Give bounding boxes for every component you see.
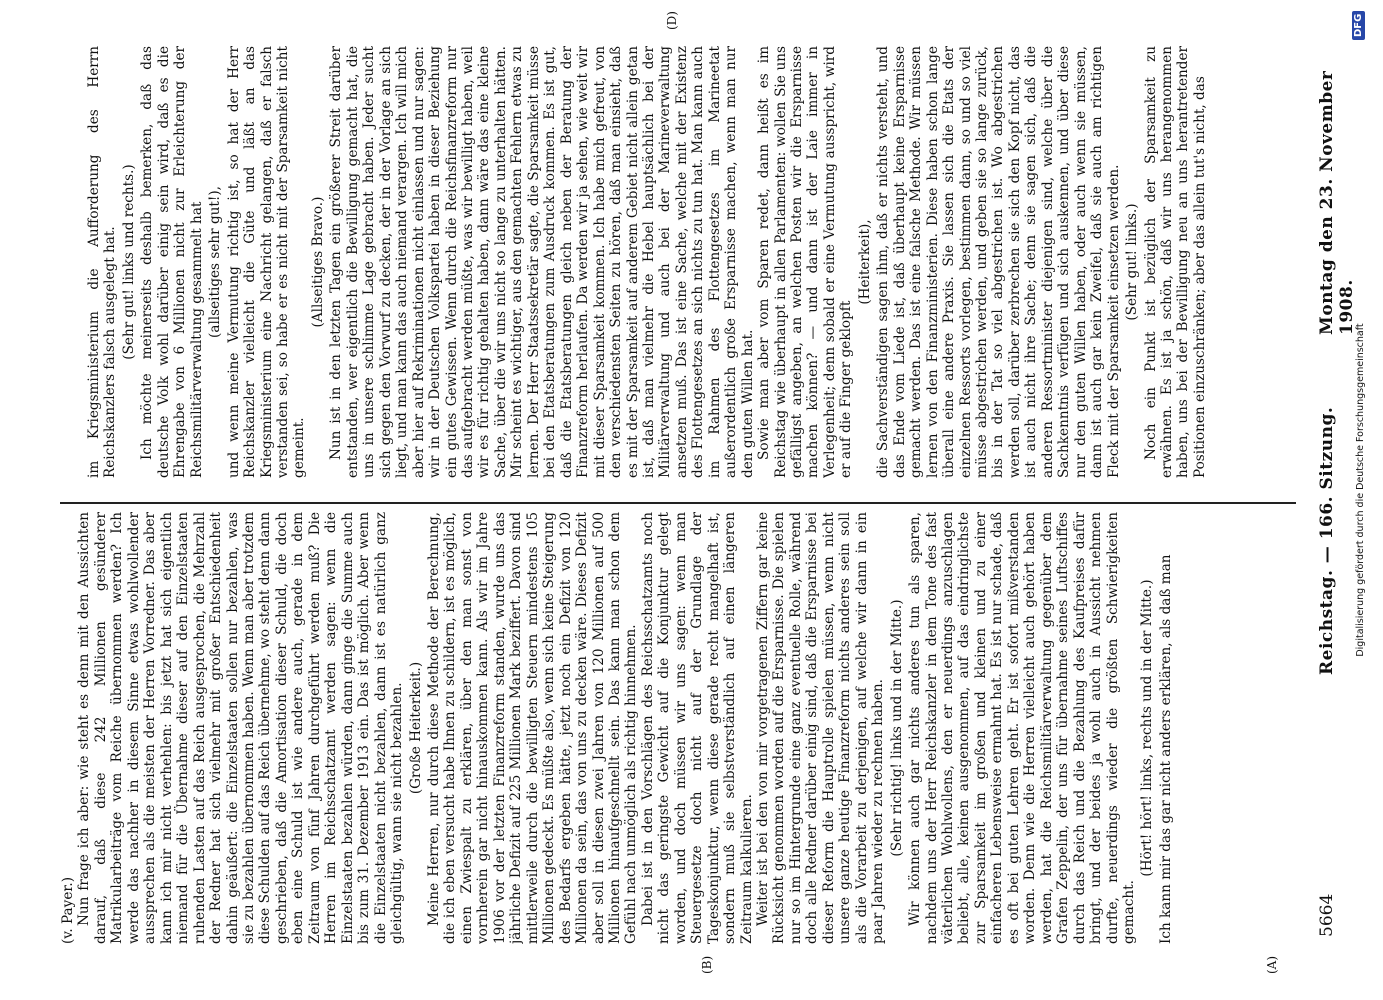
page-header: [1313, 15, 1357, 975]
paragraph: und wenn meine Vermutung richtig ist, so hat der Herr Reichskanzler vielleicht die Güte und läßt an das Kriegsministerium eine Nachricht gelangen, daß er falsch verstanden sei, so habe er es nicht mit der Sparsamkeit nicht gemeint.: [225, 46, 308, 478]
paragraph: im Kriegsministerium die Aufforderung des Herrn Reichskanzlers falsch ausgelegt hat.: [86, 46, 119, 478]
dfg-logo: DFG: [1352, 11, 1365, 40]
reaction: (Sehr gut! links.): [1124, 203, 1141, 321]
digitization-credit: Digitalisierung gefördert durch die Deutsche Forschungsgemeinschaft: [1355, 323, 1366, 657]
session-title: Reichstag. — 166. Sitzung.: [1317, 406, 1337, 675]
reaction: (Sehr richtig! links und in der Mitte.): [888, 599, 905, 857]
paragraph: Dabei ist in den Vorschlägen des Reichsschatzamts noch nicht das geringste Gewicht auf die Konjunktur gelegt worden, und doch müssen wir uns sagen: wenn man Steuergesetze doch nicht auf der Grundlage der Tageskonjunktur, wenn diese gerade recht mangelhaft ist, sondern muß sie selbstverständlich auf einen längeren Zeitraum kalkulieren.: [639, 512, 755, 944]
margin-marker-a: (A): [1265, 955, 1279, 974]
reaction: (Hört! hört! links, rechts und in der Mitte.): [1139, 579, 1156, 877]
reaction: (Große Heiterkeit.): [407, 661, 424, 795]
session-date: Montag den 23. November 1908.: [1317, 70, 1357, 335]
reaction: (Allseitiges Bravo.): [309, 196, 326, 328]
reaction: (allseitiges sehr gut!),: [207, 186, 224, 338]
paragraph: Meine Herren, nur durch diese Methode der Berechnung, die ich eben versucht habe Ihnen zu schildern, ist es möglich, einen Zwiespalt zu erklären, über den man sonst von vornherein gar nicht hinauskommen kann. Als wir im Jahre 1906 vor der letzten Finanzreform standen, wurde uns das jährliche Defizit auf 225 Millionen Mark beziffert. Davon sind mittlerweile durch die bewilligten Steuern mindestens 105 Millionen gedeckt. Es müßte also, wenn sich keine Steigerung des Bedarfs ergeben hätte, jetzt noch ein Defizit von 120 Millionen da sein, das von uns zu decken wäre. Dieses Defizit aber soll in diesen zwei Jahren von 120 Millionen auf 500 Millionen hinaufgeschnellt sein. Das kann man schon dem Gefühl nach unmöglich als richtig hinnehmen.: [425, 512, 640, 944]
speaker-label: (v. Payer.): [60, 876, 76, 944]
right-column: [86, 46, 1298, 478]
left-column: [60, 512, 1300, 944]
paragraph: Sowie man aber vom Sparen redet, dann heißt es im Reichstag wie überhaupt in allen Parlamenten: wollen Sie uns gefälligst angeben, an welchen Posten wir die Ersparnisse machen können? — und dann ist der Laie immer in Verlegenheit; denn sobald er eine Vermutung ausspricht, wird er auf die Finger geklopft: [756, 46, 855, 478]
paragraph: Ich kann mir das gar nicht anders erklären, als daß man: [1157, 554, 1174, 944]
page-number: 5664: [1317, 893, 1337, 937]
paragraph: Nun frage ich aber: wie steht es denn mit den Aussichten darauf, daß diese 242 Millionen gesünderer Matrikularbeiträge vom Reiche übernommen werden? Ich werde das nachher in diesem Sinne etwas wohlwollender aussprechen als die meisten der Herren Vorredner. Das aber kann ich mir nicht verhehlen: bis jetzt hat sich eigentlich niemand für die Übernahme dieser auf den Einzelstaaten ruhenden Lasten auf das Reich ausgesprochen, die Mehrzahl der Redner hat sich vielmehr mit großer Entschiedenheit dahin geäußert: die Einzelstaaten sollen nur bezahlen, was sie zu bezahlen übernommen haben. Wenn man aber trotzdem diese Schulden auf das Reich übernehme, wo steht denn dann geschrieben, daß die Amortisation dieser Schuld, die doch eben eine Schuld ist wie andere auch, gerade in dem Zeitraum von fünf Jahren durchgeführt werden muß? Die Herren im Reichsschatzamt werden sagen: wenn die Einzelstaaten bezahlen würden, dann ginge die Summe auch bis zum 31. Dezember 1913 ein. Das ist möglich. Aber wenn die Einzelstaaten nicht bezahlen, dann ist es natürlich ganz gleichgültig, wann sie nicht bezahlen.: [76, 512, 406, 944]
reaction: (Sehr gut! links und rechts.): [120, 164, 137, 360]
paragraph: Nun ist in den letzten Tagen ein größerer Streit darüber entstanden, wer eigentlich die Bewilligung gemacht hat, die uns in unsere schlimme Lage gebracht haben. Jeder sucht sich gegen den Vorwurf zu decken, der in der Vorlage an sich liegt, und man kann das auch niemand verargen. Ich will mich aber hier auf Rekriminationen nicht einlassen und nur sagen: wir in der Deutschen Volkspartei haben in dieser Beziehung ein gutes Gewissen. Wenn durch die Reichsfinanzreform nur das aufgebracht werden müßte, was wir bewilligt haben, weil wir es für richtig gehalten haben, dann wäre das eine kleine Sache, über die wir uns nicht so lange zu unterhalten hätten. Mir scheint es wichtiger, aus den gemachten Fehlern etwas zu lernen. Der Herr Staatssekretär sagte, die Sparsamkeit müsse bei den Etatsberatungen zum Ausdruck kommen. Es ist gut, daß die Etatsberatungen gleich neben der Beratung der Finanzreform herlaufen. Da werden wir ja sehen, wie weit wir mit dieser Sparsamkeit kommen. Ich habe mich gefreut, von den verschiedensten Seiten zu hören, daß man einsieht, daß es mit der Sparsamkeit auf anderem Gebiet nicht allein getan ist, daß man vielmehr die Hebel hauptsächlich bei der Militärverwaltung und auch bei der Marineverwaltung ansetzen muß. Das ist eine Sache, welche mit der Existenz des Flottengesetzes an sich nichts zu tun hat. Man kann auch im Rahmen des Flottengesetzes im Marineetat außerordentlich große Ersparnisse machen, wenn man nur den guten Willen hat.: [328, 46, 756, 478]
paragraph: Ich möchte meinerseits deshalb bemerken, daß das deutsche Volk wohl darüber einig sein wird, daß es die Ehrengabe von 6 Millionen nicht zur Erleichterung der Reichsmilitärverwaltung gesammelt hat: [139, 46, 205, 478]
margin-marker-d: (D): [665, 11, 679, 30]
paragraph: Noch ein Punkt ist bezüglich der Sparsamkeit zu erwähnen. Es ist ja schön, daß wir uns herangenommen haben, uns bei der Bewilligung neu an uns herantretender Positionen einzuschränken; aber das allein tut's nicht, das: [1142, 46, 1208, 478]
paragraph: die Sachverständigen sagen ihm, daß er nichts versteht, und das Ende vom Liede ist, daß überhaupt keine Ersparnisse gemacht werden. Das ist eine falsche Methode. Wir müssen lernen von den Finanzministerien. Diese haben schon lange überall eine andere Praxis. Sie lassen sich die Etats der einzelnen Ressorts vorlegen, bestimmen dann, so und so viel müsse abgestrichen werden, und geben sie so lange zurück, bis in der Tat so viel abgestrichen ist. Wo abgestrichen werden soll, darüber zerbrechen sie sich den Kopf nicht, das ist auch nicht ihre Sache; denn sie sagen sich, daß die anderen Ressortminister diejenigen sind, welche über die Sachkenntnis verfügen und sich auskennen, und über diese nur den guten Willen haben, oder auch wenn sie müssen, dann ist auch gar kein Zweifel, daß sie auch am richtigen Fleck mit der Sparsamkeit einsetzen werden.: [875, 46, 1122, 478]
paragraph: Weiter ist bei den von mir vorgetragenen Ziffern gar keine Rücksicht genommen worden auf die Ersparnisse. Die spielen nur so im Hintergrunde eine ganz eventuelle Rolle, während doch alle Redner darüber einig sind, daß die Ersparnisse bei dieser Reform die Hauptrolle spielen müssen, wenn nicht unsere ganze heutige Finanzreform nichts anderes sein soll als die Vorarbeit zu derjenigen, auf welche wir dann in ein paar Jahren wieder zu rechnen haben.: [755, 512, 887, 944]
paragraph: Wir können auch gar nichts anderes tun als sparen, nachdem uns der Herr Reichskanzler in dem Tone des fast väterlichen Wohlwollens, den er neuerdings anzuschlagen beliebt, alle, keinen ausgenommen, auf das eindringlichste zur Sparsamkeit im großen und kleinen und zu einer einfacheren Lebensweise ermahnt hat. Es ist nur schade, daß es oft bei guten Lehren geht. Er ist sofort mißverstanden worden. Denn wie die Herren vielleicht auch gehört haben werden, hat die Reichsmilitärverwaltung gegenüber dem Grafen Zeppelin, der uns für übernahme seines Luftschiffes durch das Reich und die Bezahlung des Kaufpreises dafür bringt, und der beides ja wohl auch in Aussicht nehmen durfte, neuerdings wieder die größten Schwierigkeiten gemacht.: [907, 512, 1137, 944]
reaction: (Heiterkeit),: [856, 219, 873, 305]
column-divider: [60, 502, 1296, 504]
margin-marker-b: (B): [700, 955, 714, 974]
